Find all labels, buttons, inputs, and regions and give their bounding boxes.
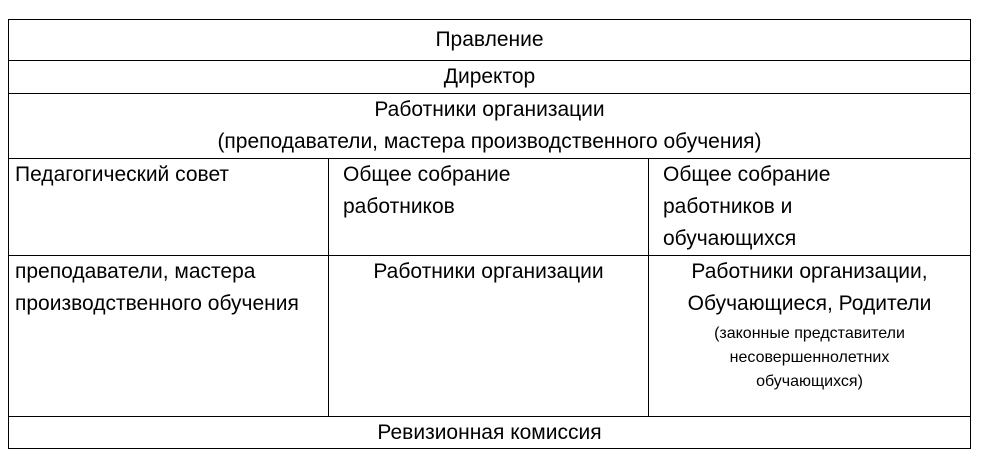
staff-title: Работники организации	[374, 98, 605, 121]
board-row	[9, 20, 971, 61]
staff-row	[9, 94, 971, 159]
governance-structure-table	[8, 19, 971, 449]
staff-cell	[9, 94, 971, 159]
audit-row	[9, 417, 971, 449]
staff-students-assembly-cell: Общее собрание работников и обучающихся	[649, 159, 971, 256]
staff-assembly-cell: Общее собрание работников	[329, 159, 649, 256]
joint-members-line1: Работники организации,	[691, 260, 928, 283]
governing-bodies-row	[9, 159, 971, 256]
board-cell: Правление	[9, 20, 971, 61]
audit-commission-cell: Ревизионная комиссия	[9, 417, 971, 449]
staff-subtitle: (преподаватели, мастера производственного обучения)	[217, 130, 762, 153]
assembly-members-cell: Работники организации	[329, 256, 649, 417]
members-row	[9, 256, 971, 417]
joint-assembly-members-cell	[649, 256, 971, 417]
director-row	[9, 61, 971, 94]
joint-members-line2: Обучающиеся, Родители	[687, 292, 932, 315]
pedagogical-council-cell: Педагогический совет	[9, 159, 329, 256]
council-members-cell: преподаватели, мастера производственного обучения	[9, 256, 329, 417]
director-cell: Директор	[9, 61, 971, 94]
joint-members-note: (законные представители несовершеннолетних обучающихся)	[714, 325, 905, 390]
